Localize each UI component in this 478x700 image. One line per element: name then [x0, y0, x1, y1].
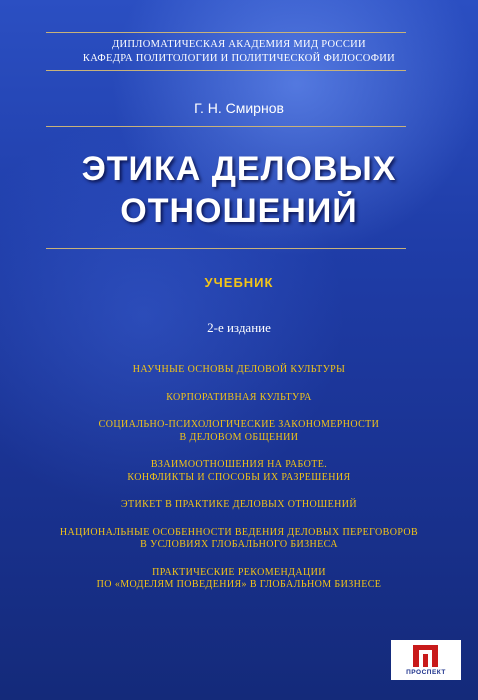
book-kind: УЧЕБНИК: [204, 275, 274, 290]
topic-line: В УСЛОВИЯХ ГЛОБАЛЬНОГО БИЗНЕСА: [140, 539, 338, 550]
topic-line: КОРПОРАТИВНАЯ КУЛЬТУРА: [166, 391, 312, 403]
academy-name: ДИПЛОМАТИЧЕСКАЯ АКАДЕМИЯ МИД РОССИИ: [112, 39, 366, 50]
topic-item: [0, 392, 478, 405]
topic-line: НАУЧНЫЕ ОСНОВЫ ДЕЛОВОЙ КУЛЬТУРЫ: [132, 364, 346, 375]
department-name: КАФЕДРА ПОЛИТОЛОГИИ И ПОЛИТИЧЕСКОЙ ФИЛОСОФИИ: [82, 53, 396, 64]
topic-item: [0, 459, 478, 484]
book-title-line-1: ЭТИКА ДЕЛОВЫХ: [81, 150, 397, 188]
title-rule: [46, 248, 406, 249]
topic-item: [0, 527, 478, 552]
author-rule: [46, 126, 406, 127]
topic-line: ВЗАИМООТНОШЕНИЯ НА РАБОТЕ.: [150, 459, 328, 470]
topic-line: В ДЕЛОВОМ ОБЩЕНИИ: [179, 431, 299, 443]
top-rule: [46, 32, 406, 33]
topic-item: [0, 567, 478, 592]
topic-line: СОЦИАЛЬНО-ПСИХОЛОГИЧЕСКИЕ ЗАКОНОМЕРНОСТИ: [98, 419, 380, 430]
topic-line: НАЦИОНАЛЬНЫЕ ОСОБЕННОСТИ ВЕДЕНИЯ ДЕЛОВЫХ ПЕРЕГОВОРОВ: [59, 526, 419, 538]
topic-line: ПРАКТИЧЕСКИЕ РЕКОМЕНДАЦИИ: [152, 566, 326, 578]
topics-list: [0, 364, 478, 607]
topic-line: ПО «МОДЕЛЯМ ПОВЕДЕНИЯ» В ГЛОБАЛЬНОМ БИЗНЕСЕ: [96, 579, 382, 590]
author-name: Г. Н. Смирнов: [194, 100, 284, 116]
topic-line: КОНФЛИКТЫ И СПОСОБЫ ИХ РАЗРЕШЕНИЯ: [127, 471, 351, 483]
topic-item: [0, 499, 478, 512]
prospekt-logo-icon: [413, 645, 438, 667]
academy-bottom-rule: [46, 70, 406, 71]
topic-line: ЭТИКЕТ В ПРАКТИКЕ ДЕЛОВЫХ ОТНОШЕНИЙ: [120, 499, 358, 510]
topic-item: [0, 364, 478, 377]
topic-item: [0, 419, 478, 444]
publisher-logo: [391, 640, 461, 680]
publisher-name: ПРОСПЕКТ: [406, 669, 446, 676]
book-title-line-2: ОТНОШЕНИЙ: [120, 192, 358, 230]
edition-label: 2-е издание: [207, 320, 271, 335]
